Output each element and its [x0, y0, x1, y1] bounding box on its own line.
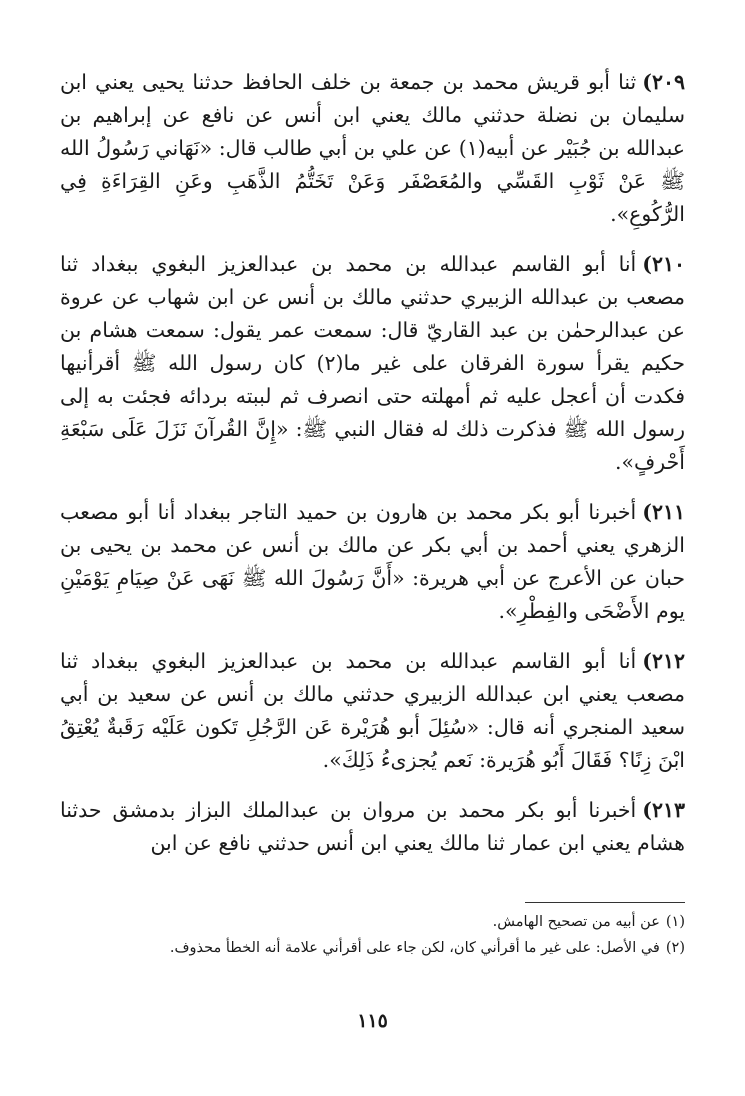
hadith-text: أخبرنا أبو بكر محمد بن هارون بن حميد التاجر ببغداد أنا أبو مصعب الزهري يعني أحمد بن أبي بكر عن مالك بن أنس عن محمد بن يحيى بن حبان عن الأعرج عن أبي هريرة: «أَنَّ رَسُولَ الله ﷺ نَهَى عَنْ صِيَامِ يَوْمَيْنِ يوم الأَضْحَى والفِطْرِ». [60, 500, 685, 623]
hadith-number: ٢١٠) [642, 252, 685, 276]
footnote [60, 911, 685, 934]
footnote-text: في الأصل: على غير ما أقرأني كان، لكن جاء على أقرأني علامة أنه الخطأ محذوف. [169, 940, 660, 956]
footnotes [60, 902, 685, 963]
hadith-number: ٢١٢) [642, 649, 685, 673]
hadith-text: ثنا أبو قريش محمد بن جمعة بن خلف الحافظ حدثنا يحيى يعني ابن سليمان بن نضلة حدثني مالك يعني ابن أنس عن نافع عن إبراهيم بن عبدالله بن جُبَيْر عن أبيه(١) عن علي بن أبي طالب قال: «نَهَاني رَسُولُ الله ﷺ عَنْ ثَوْبِ القَسِّي والمُعَصْفَر وَعَنْ تَخَتُّمُ الذَّهَبِ وعَنِ القِرَاءَةِ فِي الرُّكُوعِ». [60, 70, 686, 226]
footnote [60, 937, 685, 960]
footnote-mark: (١) [665, 914, 685, 930]
hadith-paragraph [60, 248, 685, 479]
hadith-text: أخبرنا أبو بكر محمد بن مروان بن عبدالملك البزاز بدمشق حدثنا هشام يعني ابن عمار ثنا مالك يعني ابن أنس حدثني نافع عن ابن [60, 798, 685, 855]
hadith-number: ٢١٣) [642, 798, 685, 822]
hadith-paragraph [60, 496, 685, 628]
hadith-number: ٢١١) [642, 500, 685, 524]
hadith-number: ٢٠٩) [642, 70, 685, 94]
hadith-paragraph [60, 66, 685, 231]
hadith-text: أنا أبو القاسم عبدالله بن محمد بن عبدالعزيز البغوي ببغداد ثنا مصعب يعني ابن عبدالله الزبيري حدثني مالك بن أنس عن سعيد بن أبي سعيد المنجري أنه قال: «سُئِلَ أبو هُرَيْرة عَن الرَّجُلِ تَكون عَلَيْه رَقَبةٌ يُعْتِقُ ابْنَ زِنًا؟ فَقَالَ أَبُو هُرَيرة: نَعم يُجزىءُ ذَلِكَ». [60, 649, 685, 772]
main-text [60, 66, 685, 860]
page-number: ١١٥ [357, 1010, 388, 1032]
footnote-text: عن أبيه من تصحيح الهامش. [492, 914, 660, 930]
hadith-paragraph [60, 645, 685, 777]
hadith-text: أنا أبو القاسم عبدالله بن محمد بن عبدالعزيز البغوي ببغداد ثنا مصعب بن عبدالله الزبيري حدثني مالك بن أنس عن ابن شهاب عن عروة عن عبدالرحمٰن بن عبد القاريّ قال: سمعت عمر يقول: سمعت هشام بن حكيم يقرأ سورة الفرقان على غير ما(٢) كان رسول الله ﷺ أقرأنيها فكدت أن أعجل عليه ثم أمهلته حتى انصرف ثم لببته بردائه فجئت به إلى رسول الله ﷺ فذكرت ذلك له فقال النبي ﷺ: «إِنَّ القُرآنَ نَزَلَ عَلَى سَبْعَةِ أَحْرفٍ». [60, 252, 685, 474]
hadith-paragraph [60, 794, 685, 860]
footnote-mark: (٢) [665, 940, 685, 956]
footnote-divider [525, 902, 685, 903]
